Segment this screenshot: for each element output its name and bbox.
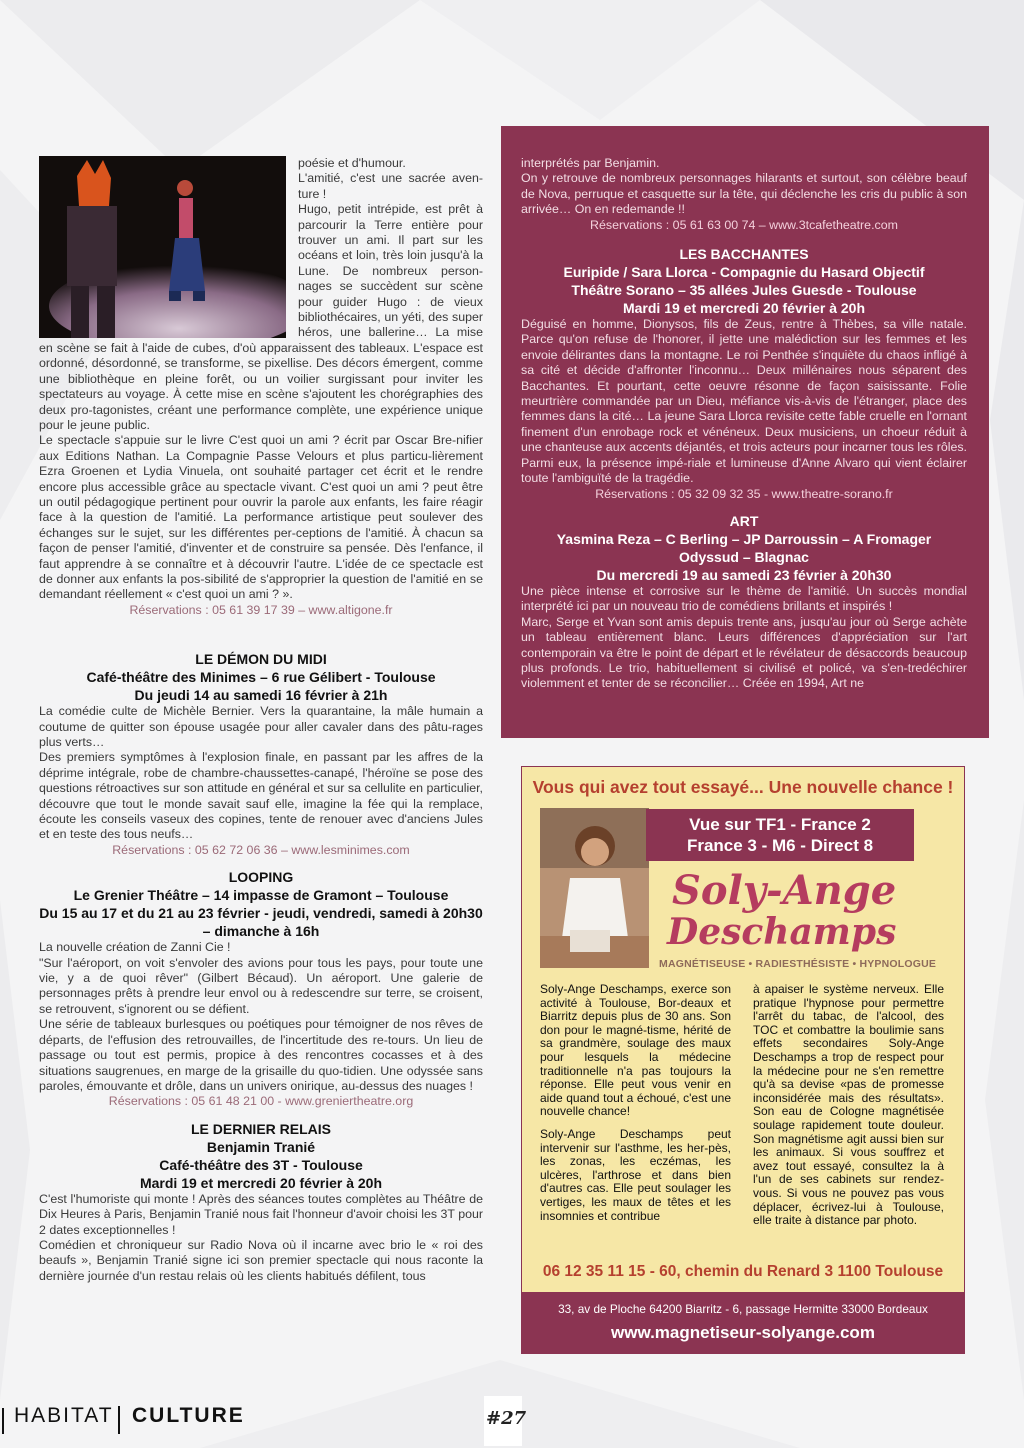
demon-venue: Café-théâtre des Minimes – 6 rue Gélibert - Toulouse (86, 669, 436, 686)
ad-column-2 (753, 983, 944, 1237)
demon-para-1: La comédie culte de Michèle Bernier. Vers la quarantaine, la mâle humain a coutume de quitter son épouse usagée pour aller cavaler dans des pâtu-rages plus verts… (39, 704, 483, 749)
ad-logo-name-2: Deschamps (667, 911, 897, 953)
looping-reservations: Réservations : 05 61 48 21 00 - www.greniertheatre.org (108, 1094, 414, 1109)
ad-website-link[interactable]: www.magnetiseur-solyange.com (611, 1323, 875, 1342)
art-cast: Yasmina Reza – C Berling – JP Darroussin – A Fromager (556, 530, 932, 547)
ad-tv-banner (646, 809, 914, 861)
bacchantes-date: Mardi 19 et mercredi 20 février à 20h (622, 300, 866, 317)
advertisement (521, 766, 965, 1354)
relais-artist: Benjamin Tranié (206, 1138, 316, 1155)
art-date: Du mercredi 19 au samedi 23 février à 20h30 (596, 566, 892, 583)
relais-date: Mardi 19 et mercredi 20 février à 20h (139, 1174, 383, 1191)
page-number: #27 (486, 1408, 527, 1429)
relais-para-2: Comédien et chroniqueur sur Radio Nova où il incarne avec brio le « roi des beaufs », Benjamin Tranié signe ici son premier spectacle qui nous raconte la dernière journée d'un restau relais où les clients habitués défilent, tous (39, 1237, 483, 1283)
looping-date: Du 15 au 17 et du 21 au 23 février - jeudi, vendredi, samedi à 20h30 – dimanche à 16h (39, 905, 483, 940)
demon-reservations: Réservations : 05 62 72 06 36 – www.lesminimes.com (112, 842, 410, 857)
bacchantes-reservations: Réservations : 05 32 09 32 35 - www.theatre-sorano.fr (595, 486, 893, 501)
intro-para-4: Le spectacle s'appuie sur le livre C'est quoi un ami ? écrit par Oscar Bre-nifier aux Editions Nathan. La Compagnie Passe Velours et plus particu-lièrement Ezra Groenen et Lydia Vinuela, ont souhaité partager cet écrit et le rendre encore plus accessible grâce au spectacle vivant. C'est quoi un ami ? peut être un outil pédagogique pertinent pour ouvrir la parole aux enfants, les faire réagir face à la question de l'amitié. La performance artistique peut soulever des échanges sur le sujet, sur les différentes per-ceptions de l'amitié. À chacun sa façon de penser l'amitié, d'inventer et de construire sa pensée. Dès l'enfance, il faut apprendre à se connaître et à découvrir l'autre. L'idée de ce spectacle est de donner aux enfants la pos-sibilité de s'approprier la question de l'amitié en se demandant réellement « c'est quoi un ami ? ». (39, 433, 483, 602)
continued-para: On y retrouve de nombreux personnages hilarants et surtout, son célèbre beauf de Nova, perruque et casquette sur la tête, qui déclenche les cris du public à son arrivée… On en redemande !! (521, 171, 967, 217)
intro-reservations: Réservations : 05 61 39 17 39 – www.altigone.fr (129, 602, 393, 617)
right-feature-box (501, 126, 989, 738)
relais-title: LE DERNIER RELAIS (190, 1120, 331, 1137)
ad-phone-address: 06 12 35 11 15 - 60, chemin du Renard 3 1100 Toulouse (542, 1263, 944, 1280)
demon-date: Du jeudi 14 au samedi 16 février à 21h (134, 687, 388, 704)
looping-title: LOOPING (228, 869, 294, 886)
art-para-2: Marc, Serge et Yvan sont amis depuis trente ans, jusqu'au jour où Serge achète un tableau entièrement blanc. Leurs différences d'appréciation sur l'art contemporain va être le point de départ et le révélateur de désaccords beaucoup plus profonds. Le trio, habituellement si civilisé et policé, va s'en-tredéchirer violemment et tenter de se réconcilier… Créée en 1994, Art ne (521, 614, 967, 691)
intro-para-2: L'amitié, c'est une sacrée aven-ture ! (298, 171, 483, 201)
ad-headline: Vous qui avez tout essayé... Une nouvelle chance ! (532, 777, 954, 797)
demon-para-2: Des premiers symptômes à l'explosion finale, en passant par les affres de la déprime intégrale, robe de chambre-chaussettes-canapé, l'héroïne se pose des questions rétroactives sur son attitude en général et sur sa cellulite en particulier, découvre que tout le monde savait sauf elle, imagine la fée qui la remplace, écoute les conseils vaseux des copines, tente de renouer avec d'anciens Jules et en teste des tous neufs… (39, 750, 483, 842)
footer-section-culture: CULTURE (132, 1404, 245, 1427)
left-column (39, 156, 483, 1284)
bacchantes-para: Déguisé en homme, Dionysos, fils de Zeus, rentre à Thèbes, sa ville natale. Parce qu'on refuse de l'honorer, il jette une malédiction sur les femmes et les envoie délirantes dans la montagne. Le roi Penthée s'inquiète du chaos infligé à sa cité et décide d'affronter l'inconnu… Deux millénaires nous séparent des Bacchantes. Et pourtant, cette oeuvre résonne de façon saisissante. Folie meurtrière commandée par un Dieu, méfiance vis-à-vis de l'étranger, place des femmes dans la cité… La jeune Sara Llorca revisite cette fable cruelle en l'ornant finement d'un enrobage rock et vénéneux. Deux musiciens, un choeur réduit à une chanteuse aux accents déjantés, et trois acteurs pour incarner tous les rôles. Parmi eux, la présence impé-riale et lumineuse d'Anne Alvaro qui vient éclairer toute l'ambiguïté de la tragédie. (521, 317, 967, 486)
looping-para-1: La nouvelle création de Zanni Cie ! (39, 940, 231, 955)
looping-venue: Le Grenier Théâtre – 14 impasse de Gramont – Toulouse (73, 887, 449, 904)
bacchantes-title: LES BACCHANTES (679, 246, 809, 263)
looping-para-2: "Sur l'aéroport, on voit s'envoler des avions pour tous les pays, pour toute une vie, y a de quoi rêver" (Gilbert Bécaud). Un aéroport. Une galerie de personnages prêts à prendre leur envol ou à redescendre sur terre, se croisent, se retrouvent, s'ignorent ou se défient. (39, 955, 483, 1016)
page-number-box (484, 1396, 527, 1446)
ad-col2-para-1: à apaiser le système nerveux. Elle pratique l'hypnose pour permettre l'arrêt du tabac, de l'alcool, des TOC et combattre la boulimie sans effets secondaires Soly-Ange Deschamps a trop de respect pour la médecine pour ne s'en remettre qu'à sa devise «pas de promesse inconsidérée mais des résultats». Son eau de Cologne magnétisée soulage rapidement toute douleur. Son magnétisme agit aussi bien sur les animaux. Si vous souffrez et avez tout essayé, consultez la à l'un de ses cabinets sur rendez-vous. Si vous ne pouvez pas vous déplacer, écrivez-lui à Toulouse, elle traite à distance par photo. (753, 982, 944, 1228)
art-para-1: Une pièce intense et corrosive sur le thème de l'amitié. Un succès mondial interprété ici par un nouveau trio de comédiens brillants et inspirés ! (521, 583, 967, 614)
ad-col1-para-1: Soly-Ange Deschamps, exerce son activité à Toulouse, Bor-deaux et Biarritz depuis plus de 30 ans. Son don pour le magné-tisme, hérité de sa grandmère, soulage des maux pour lesquels la médecine traditionnelle n'a pas toujours la réponse. Elle peut vous venir en aide quand tout a échoué, c'est une nouvelle chance! (540, 982, 731, 1119)
art-title: ART (729, 512, 759, 529)
ad-footer (522, 1292, 964, 1353)
art-venue: Odyssud – Blagnac (679, 548, 809, 565)
ad-column-1 (540, 983, 731, 1232)
ad-portrait-photo (540, 808, 649, 968)
intro-para-1: poésie et d'humour. (298, 156, 406, 170)
stage-photo (39, 156, 286, 338)
bacchantes-venue: Théâtre Sorano – 35 allées Jules Guesde - Toulouse (571, 282, 917, 299)
ad-logo-name-1: Soly-Ange (672, 867, 897, 914)
bacchantes-authors: Euripide / Sara Llorca - Compagnie du Hasard Objectif (563, 264, 925, 281)
ad-tv-line-2: France 3 - M6 - Direct 8 (686, 836, 874, 855)
relais-para-1: C'est l'humoriste qui monte ! Après des séances toutes complètes au Théâtre de Dix Heures à Paris, Benjamin Tranié nous fait l'honneur d'avoir choisi les 3T pour 2 dates exceptionnelles ! (39, 1191, 483, 1237)
looping-para-3: Une série de tableaux burlesques ou poétiques pour témoigner de nos rêves de départs, de l'effusion des retrouvailles, de l'incertitude des re-tours. Un lieu de passage ou tout est permis, propice à des rencontres cocasses et à des situations saugrenues, en marge de la grisaille du quo-tidien. Une odyssée sans paroles, émouvante et drôle, dans un univers onirique, au-dessus des nuages ! (39, 1017, 483, 1093)
continued-line: interprétés par Benjamin. (521, 156, 660, 170)
intro-para-3: Hugo, petit intrépide, est prêt à parcourir la Terre entière pour trouver un ami. Il part sur les océans et loin, très loin jusqu'à la Lune. De nombreux person-nages se succèdent sur scène pour guider Hugo : de vieux bibliothécaires, un yéti, des super héros, une ballerine… La mise en scène se fait à l'aide de cubes, d'où apparaissent des tableaux. L'espace est ordonné, désordonné, se transforme, se pixellise. Des décors émergent, comme une bibliothèque en pleine forêt, ou un voilier surgissant pour inviter les spectateurs au voyage. À cette mise en scène s'ajoutent les chorégraphies des deux pro-tagonistes, créant une performance complète, une expérience unique pour le jeune public. (39, 202, 483, 432)
continued-reservations: Réservations : 05 61 63 00 74 – www.3tcafetheatre.com (590, 217, 898, 232)
demon-title: LE DÉMON DU MIDI (195, 651, 327, 668)
ad-col1-para-2: Soly-Ange Deschamps peut intervenir sur l'asthme, les her-pès, les zonas, les eczémas, les ulcères, l'arthrose et dans bien d'autres cas. Elle peut soulager les vertiges, les maux de têtes et les insomnies et contribue (540, 1126, 731, 1223)
ad-addresses: 33, av de Ploche 64200 Biarritz - 6, passage Hermitte 33000 Bordeaux (558, 1302, 928, 1316)
footer-section-habitat: HABITAT (14, 1404, 114, 1427)
ad-tv-line-1: Vue sur TF1 - France 2 (689, 815, 871, 834)
ad-titles: MAGNÉTISEUSE • RADIESTHÉSISTE • HYPNOLOGUE (659, 958, 937, 970)
relais-venue: Café-théâtre des 3T - Toulouse (159, 1156, 363, 1173)
